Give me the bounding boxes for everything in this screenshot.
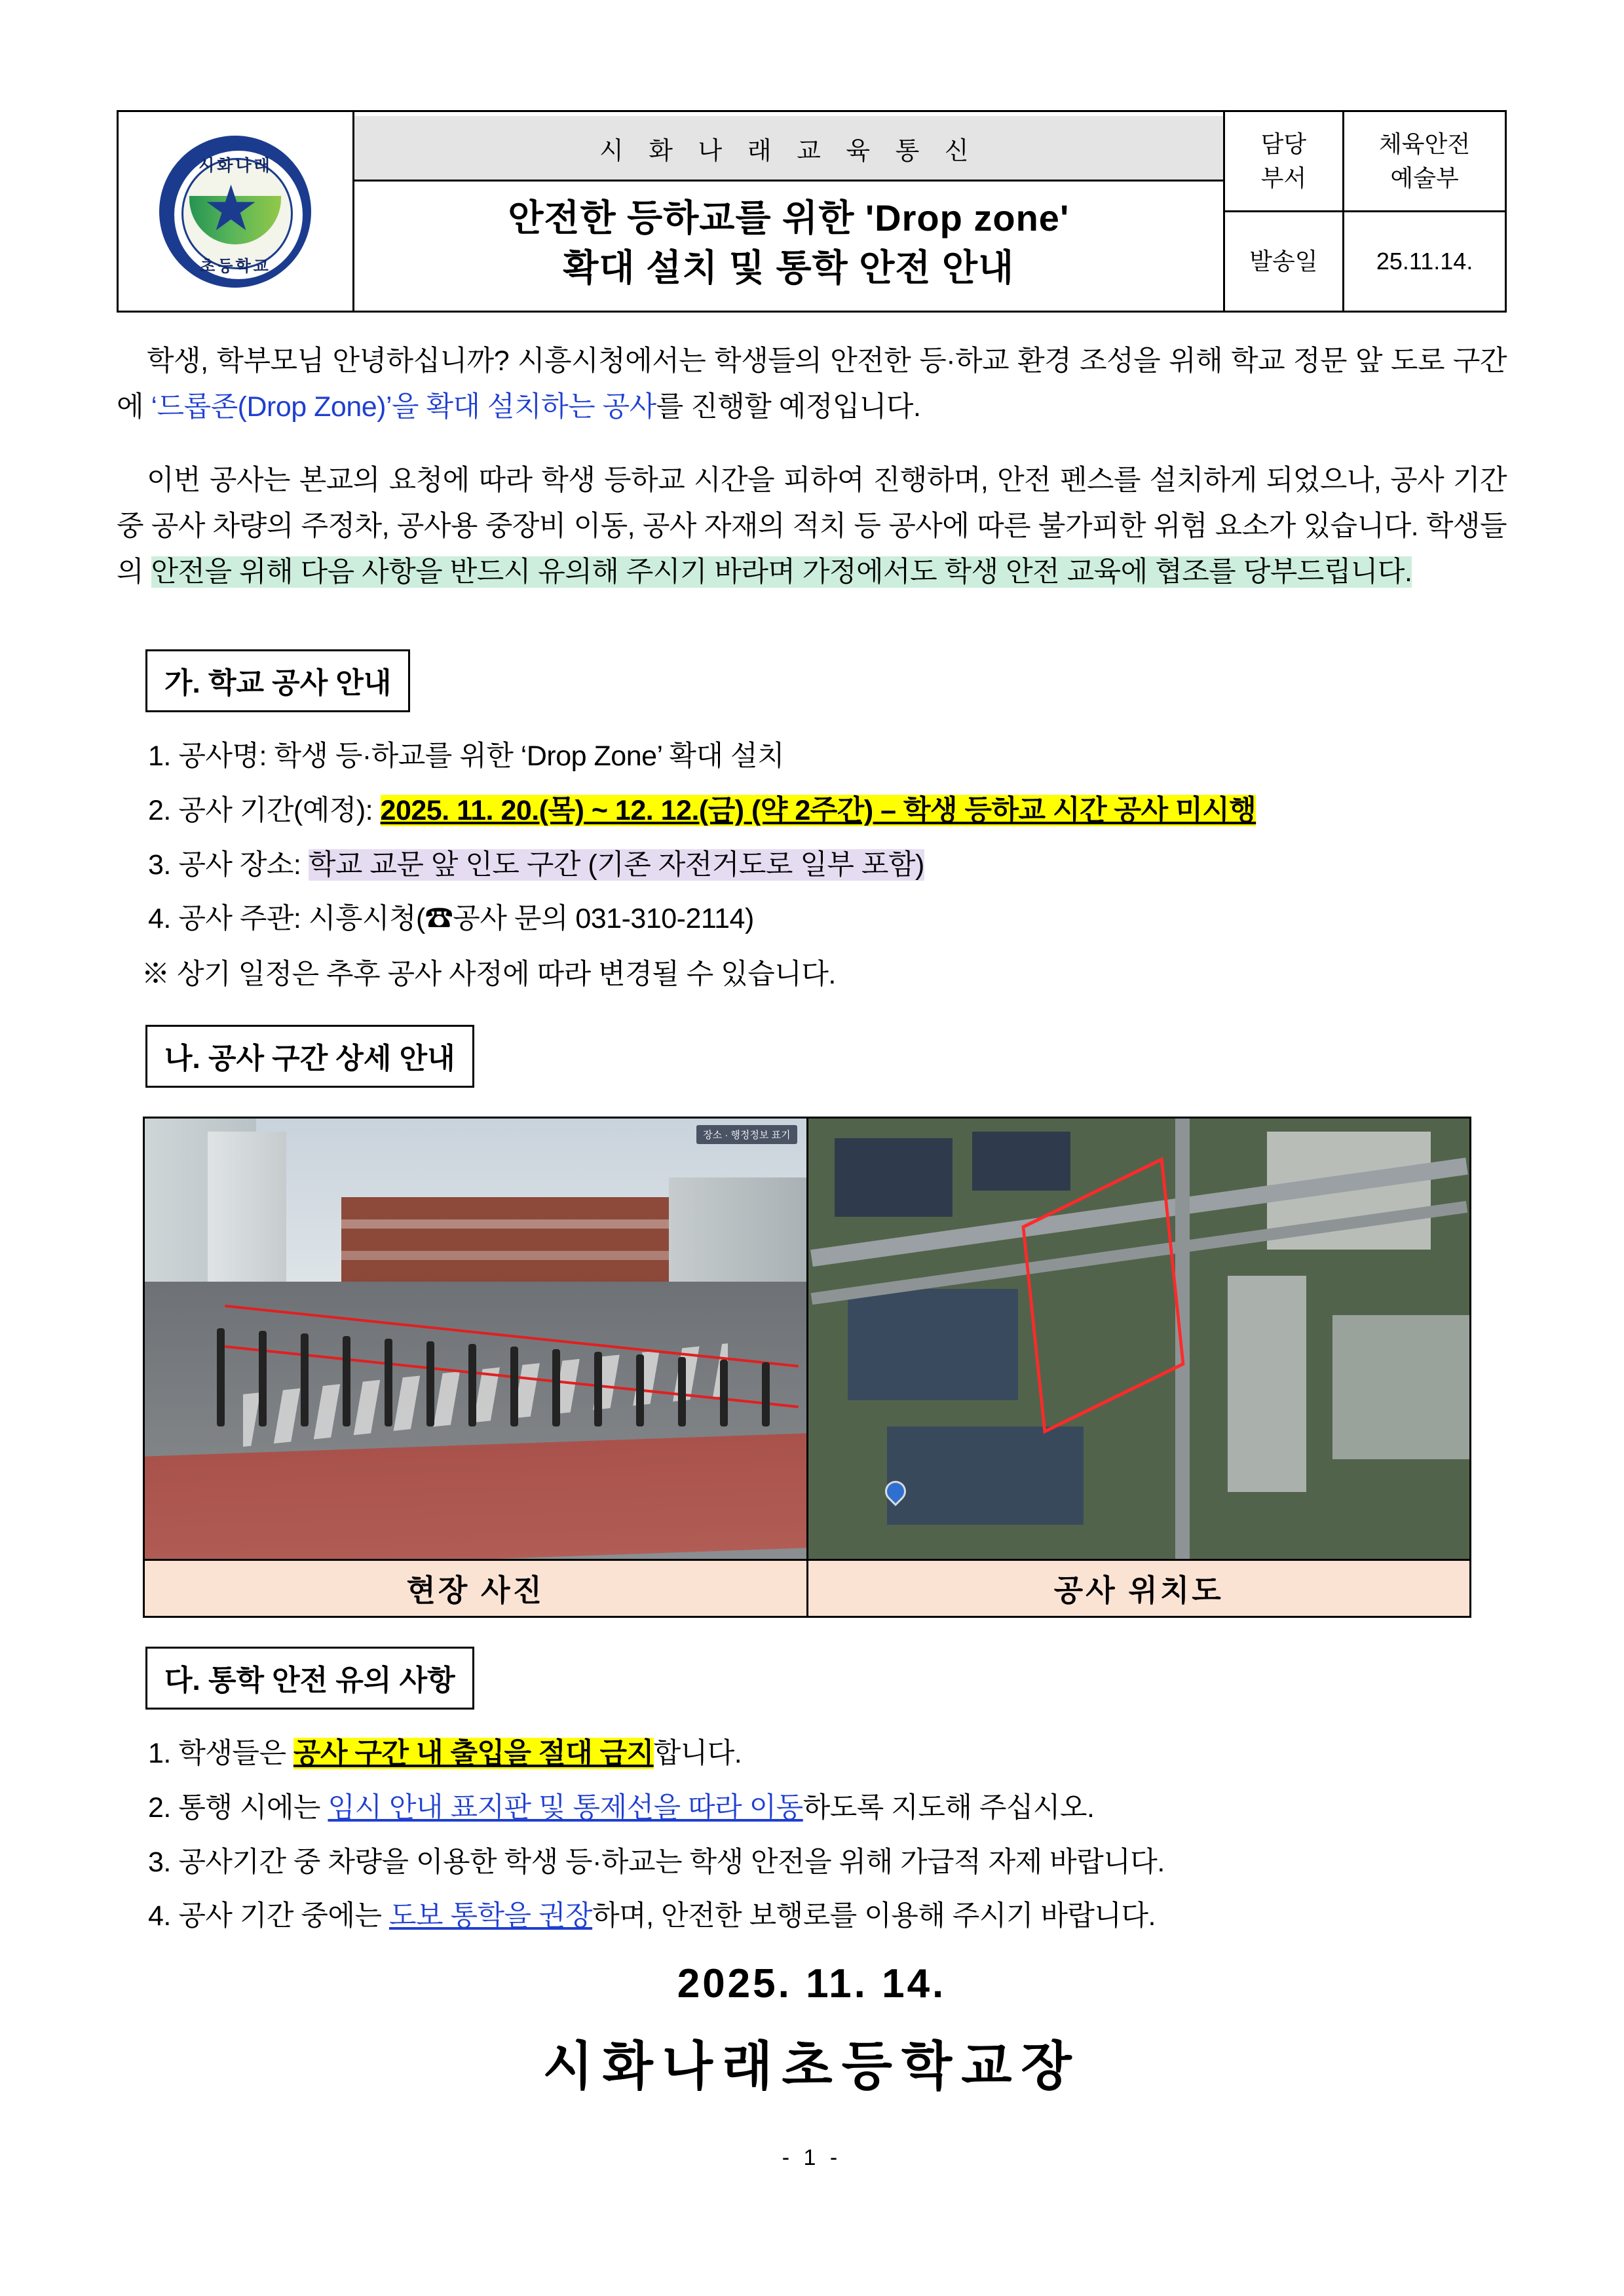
list-item — [148, 1786, 1507, 1830]
images-table — [143, 1117, 1471, 1618]
item-a3-no: 3. — [148, 849, 171, 881]
intro-p1-b: 를 진행할 예정입니다. — [656, 391, 921, 423]
item-c2-post: 하도록 지도해 주십시오. — [803, 1792, 1095, 1824]
intro-p2-highlight-1: 안전을 위해 다음 사항을 반드시 유의 — [151, 556, 592, 588]
item-c1-highlight: 공사 구간 내 출입을 절대 금지 — [293, 1738, 654, 1770]
dept-value-line1: 체육안전 — [1379, 130, 1471, 157]
item-c4-post: 하며, 안전한 보행로를 이용해 주시기 바랍니다. — [592, 1900, 1156, 1932]
page-title-line1: 안전한 등하교를 위한 'Drop zone' — [508, 197, 1070, 239]
title-cell — [353, 111, 1224, 312]
page-title-line2: 확대 설치 및 통학 안전 안내 — [563, 246, 1015, 288]
item-c4-no: 4. — [148, 1900, 171, 1932]
item-a2-no: 2. — [148, 794, 171, 826]
item-c2-pre: 통행 시에는 — [178, 1792, 328, 1824]
item-a2-highlight: 2025. 11. 20.(목) ~ 12. 12.(금) (약 2주간) – 학생 등하교 시간 공사 미시행 — [380, 794, 1256, 826]
section-b-heading: 나. 공사 구간 상세 안내 — [145, 1025, 474, 1088]
item-a1-label: 공사명: — [178, 740, 274, 773]
site-photo-cell — [144, 1118, 808, 1560]
item-a1-no: 1. — [148, 740, 171, 773]
list-item — [148, 1841, 1507, 1885]
list-item — [148, 897, 1507, 941]
item-a3-label: 공사 장소: — [178, 849, 309, 881]
caption-location-map: 공사 위치도 — [807, 1560, 1471, 1617]
intro-p2-mid: 해 주시기 바라며 — [592, 556, 803, 588]
item-a1-text: 학생 등·하교를 위한 ‘Drop Zone’ 확대 설치 — [274, 740, 785, 773]
newsletter-kicker: 시 화 나 래 교 육 통 신 — [354, 116, 1223, 182]
dept-value-line2: 예술부 — [1390, 164, 1459, 191]
list-item — [148, 735, 1507, 778]
map-building-3 — [1332, 1315, 1470, 1459]
page-title — [354, 182, 1223, 307]
section-a-note: ※ 상기 일정은 추후 공사 사정에 따라 변경될 수 있습니다. — [142, 958, 836, 990]
map-roof-2 — [972, 1132, 1070, 1191]
school-principal-line: 시화나래초등학교장 — [542, 2037, 1081, 2096]
item-a4-label: 공사 주관: — [178, 903, 309, 935]
page-number: - 1 - — [782, 2145, 842, 2171]
list-item — [148, 843, 1507, 887]
dept-label-line1: 담당 — [1260, 130, 1307, 157]
item-c4-blue: 도보 통학을 권장 — [388, 1900, 593, 1932]
location-map-cell — [807, 1118, 1471, 1560]
list-item — [148, 1894, 1507, 1938]
section-a-heading: 가. 학교 공사 안내 — [145, 649, 410, 712]
section-c-heading: 다. 통학 안전 유의 사항 — [145, 1647, 474, 1710]
intro-p1-blue: ‘드롭존(Drop Zone)’을 확대 설치하는 공사 — [151, 391, 656, 423]
school-logo — [159, 136, 311, 288]
item-c3-no: 3. — [148, 1846, 171, 1878]
item-c2-blue: 임시 안내 표지판 및 통제선을 따라 이동 — [328, 1792, 803, 1824]
map-building-2 — [1228, 1276, 1306, 1492]
dept-label-cell — [1224, 111, 1344, 212]
caption-site-photo: 현장 사진 — [144, 1560, 808, 1617]
logo-bottom-text: 초등학교 — [200, 257, 271, 275]
item-c3-pre: 공사기간 중 차량을 이용한 학생 등·하교는 학생 안전을 위해 가급적 자제 바랍니다. — [178, 1846, 1165, 1878]
header-table — [117, 110, 1507, 313]
school-logo-cell — [118, 111, 354, 312]
intro-p1-a: 학생, 학부모님 안녕하십니까? 시흥시청에서는 학생들의 안전한 등·하교 환경 조성을 위해 학교 정문 앞 도로 구간에 — [117, 345, 1507, 423]
item-c1-no: 1. — [148, 1738, 171, 1770]
item-c4-pre: 공사 기간 중에는 — [178, 1900, 389, 1932]
dept-label-line2: 부서 — [1260, 164, 1307, 191]
item-c1-pre: 학생들은 — [178, 1738, 293, 1770]
photo-tag-label: 장소 · 행정정보 표기 — [696, 1125, 797, 1144]
item-c1-post: 합니다. — [653, 1738, 742, 1770]
map-roof-4 — [887, 1426, 1084, 1525]
issue-date: 2025. 11. 14. — [677, 1961, 947, 2007]
map-roof-1 — [835, 1138, 953, 1217]
list-item — [148, 1732, 1507, 1776]
dept-value-cell — [1344, 111, 1506, 212]
intro-paragraph-2 — [117, 458, 1507, 595]
item-a2-label: 공사 기간(예정): — [178, 794, 381, 826]
list-item — [148, 789, 1507, 833]
site-photo — [145, 1119, 806, 1559]
item-a4-text: 시흥시청(☎공사 문의 031-310-2114) — [308, 903, 754, 935]
intro-p2-highlight-2: 가정에서도 학생 안전 교육에 협조를 당부드립니다. — [802, 556, 1412, 588]
item-c2-no: 2. — [148, 1792, 171, 1824]
send-date-value: 25.11.14. — [1344, 212, 1506, 312]
intro-p2-a: 이번 공사는 본교의 요청에 따라 학생 등하교 시간을 피하여 진행하며, 안전 펜스를 설치하게 되었으나, 공사 기간 중 공사 차량의 주정차, 공사용 중장비 이동, 공사 자재의 적치 등 공사에 따른 불가피한 위험 요소가 있습니다. 학생들의 — [117, 465, 1507, 588]
item-a3-highlight: 학교 교문 앞 인도 구간 (기존 자전거도로 일부 포함) — [308, 849, 924, 881]
send-date-label: 발송일 — [1224, 212, 1344, 312]
map-roof-3 — [848, 1289, 1018, 1400]
logo-top-text: 시화나래 — [198, 156, 273, 175]
location-map — [808, 1119, 1470, 1559]
photo-bollards — [217, 1315, 806, 1426]
document-content — [117, 110, 1507, 2171]
item-a4-no: 4. — [148, 903, 171, 935]
intro-paragraph-1 — [117, 339, 1507, 430]
